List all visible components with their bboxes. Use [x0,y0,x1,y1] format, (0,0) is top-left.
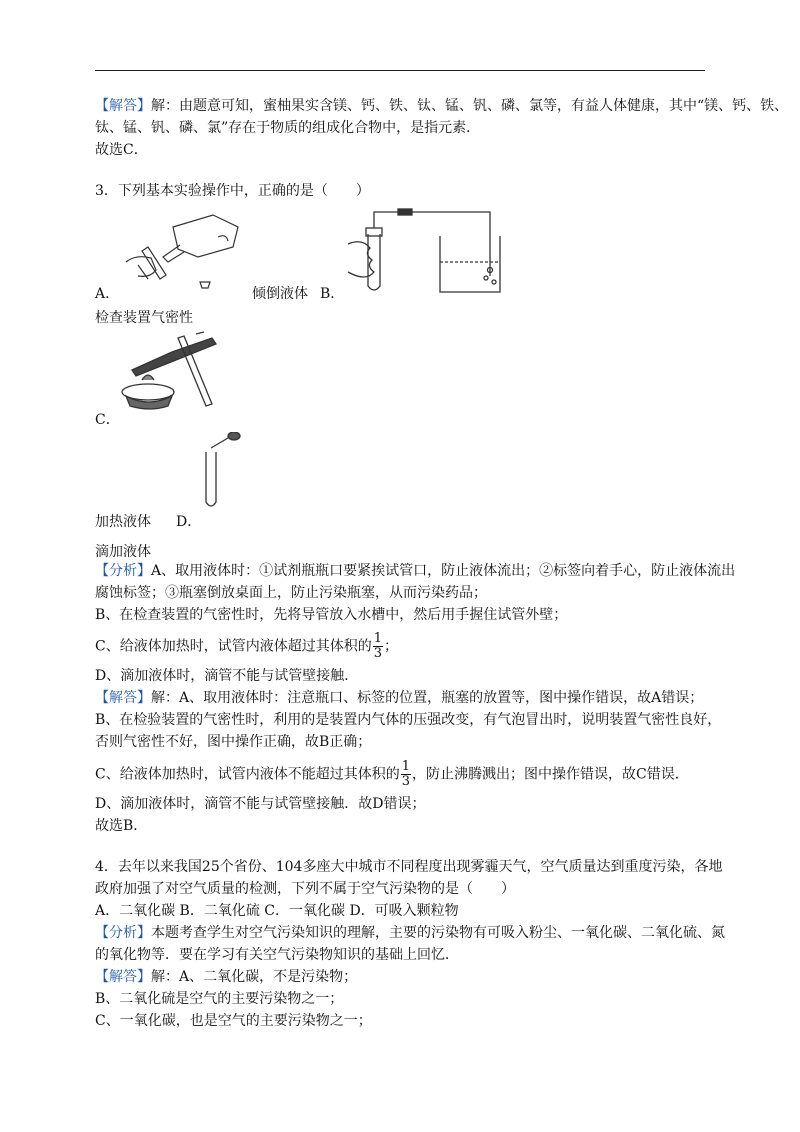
option-b-text: 检查装置气密性 [95,310,193,326]
analysis-tag: 【分析】 [95,925,151,941]
q3-stem: 3．下列基本实验操作中，正确的是（ ） [95,183,370,199]
analysis-tag: 【分析】 [95,563,151,579]
q3-analysis-b: B、在检查装置的气密性时，先将导管放入水槽中，然后用手握住试管外壁； [95,607,568,623]
q2-answer-line1: 【解答】解：由题意可知，蜜柚果实含镁、钙、铁、钛、锰、钒、磷、氯等，有益人体健康，其中“镁、钙、铁、 [95,98,789,114]
q4-answer-a: 【解答】解：A、二氧化碳，不是污染物； [95,969,358,985]
option-c-letter: C． [95,412,120,428]
q4-answer-b: B、二氧化硫是空气的主要污染物之一； [95,991,344,1007]
option-a-letter: A． [95,286,120,302]
q4-options: A．二氧化碳 B．二氧化硫 C．一氧化碳 D．可吸入颗粒物 [95,903,459,919]
q3-answer-b2: 否则气密性不好，图中操作正确，故B正确； [95,734,372,750]
dropper-figure [200,432,250,512]
q2-conclusion: 故选C． [95,142,148,158]
q3-analysis-line1: 【分析】A、取用液体时：①试剂瓶瓶口要紧挨试管口，防止液体流出；②标签向着手心，防止液体流出 [95,563,736,579]
q3-conclusion: 故选B． [95,818,148,834]
q4-analysis-line1: 【分析】本题考查学生对空气污染知识的理解，主要的污染物有可吸入粉尘、一氧化碳、二氧化硫、氮 [95,925,725,941]
option-a-text: 倾倒液体 [252,286,308,302]
answer-tag: 【解答】 [95,690,151,706]
q3-answer-a: 【解答】解：A、取用液体时：注意瓶口、标签的位置，瓶塞的放置等，图中操作错误，故A错误； [95,690,704,706]
q3-answer-d: D、滴加液体时，滴管不能与试管壁接触．故D错误； [95,796,426,812]
q4-stem-line2: 政府加强了对空气质量的检测，下列不属于空气污染物的是（ ） [95,881,515,897]
q3-analysis-c: C、给液体加热时，试管内液体超过其体积的 $\frac{1}{3}$ ； [95,631,398,661]
q4-analysis-line2: 的氧化物等．要在学习有关空气污染物知识的基础上回忆． [95,947,459,963]
q2-answer-line2: 钛、锰、钒、磷、氯”存在于物质的组成化合物中，是指元素． [95,120,481,136]
answer-tag: 【解答】 [95,98,151,114]
pouring-liquid-figure [118,207,248,292]
option-d-letter: D． [176,514,202,530]
q3-analysis-d: D、滴加液体时，滴管不能与试管壁接触． [95,668,359,684]
top-divider [95,70,705,71]
q3-answer-b1: B、在检验装置的气密性时，利用的是装置内气体的压强改变，有气泡冒出时，说明装置气密性良好， [95,712,722,728]
option-b-letter: B． [320,286,345,302]
q3-analysis-line2: 腐蚀标签；③瓶塞倒放桌面上，防止污染瓶塞，从而污染药品； [95,585,487,601]
q4-stem-line1: 4．去年以来我国25个省份、104多座大中城市不同程度出现雾霾天气，空气质量达到重度污染，各地 [95,859,723,875]
option-d-text: 滴加液体 [95,544,151,560]
fraction-one-third: $\frac{1}{3}$ [373,631,382,661]
q4-answer-c: C、一氧化碳，也是空气的主要污染物之一； [95,1013,372,1029]
answer-tag: 【解答】 [95,969,151,985]
fraction-one-third: $\frac{1}{3}$ [401,759,410,789]
airtightness-check-figure [340,204,510,296]
q3-answer-c: C、给液体加热时，试管内液体不能超过其体积的 $\frac{1}{3}$ ，防止沸腾溅出；图中操作错误，故C错误． [95,759,689,789]
option-c-text: 加热液体 [95,514,151,530]
heating-liquid-figure [112,330,222,412]
